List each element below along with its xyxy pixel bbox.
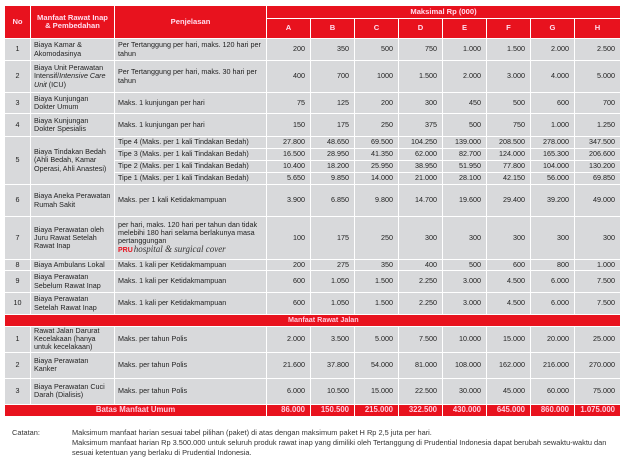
plan-value-e: 19.600 bbox=[443, 185, 487, 217]
row-number: 4 bbox=[5, 114, 31, 137]
benefit-description bbox=[115, 378, 267, 404]
note-line: Maksimum manfaat harian sesuai tabel pilihan (paket) di atas dengan maksimum paket H Rp 2,5 juta per hari. bbox=[72, 428, 432, 437]
total-value-c: 215.000 bbox=[355, 404, 399, 416]
plan-value-h: 347.500 bbox=[575, 137, 621, 149]
header-plan-f: F bbox=[487, 19, 531, 39]
plan-value-g: 1.000 bbox=[531, 114, 575, 137]
plan-value-a: 100 bbox=[267, 217, 311, 260]
header-description: Penjelasan bbox=[115, 6, 267, 39]
plan-value-c: 5.000 bbox=[355, 327, 399, 353]
benefit-name: Biaya Perawatan oleh Juru Rawat Setelah Rawat Inap bbox=[31, 217, 115, 260]
plan-value-h: 1.000 bbox=[575, 260, 621, 271]
plan-value-d: 14.700 bbox=[399, 185, 443, 217]
benefit-description bbox=[115, 271, 267, 293]
description-text: Maks. 1 kali per Ketidakmampuan bbox=[118, 259, 227, 269]
plan-value-b: 28.950 bbox=[311, 149, 355, 161]
plan-value-h: 5.000 bbox=[575, 61, 621, 93]
table-row bbox=[5, 293, 621, 315]
total-value-b: 150.500 bbox=[311, 404, 355, 416]
benefit-description bbox=[115, 260, 267, 271]
plan-value-b: 1.050 bbox=[311, 271, 355, 293]
plan-value-g: 216.000 bbox=[531, 352, 575, 378]
table-row bbox=[5, 271, 621, 293]
plan-value-h: 700 bbox=[575, 93, 621, 114]
plan-value-e: 500 bbox=[443, 260, 487, 271]
benefit-name: Rawat Jalan Darurat Kecelakaan (hanya untuk kecelakaan) bbox=[31, 327, 115, 353]
plan-value-f: 3.000 bbox=[487, 61, 531, 93]
benefit-description bbox=[115, 185, 267, 217]
benefit-description bbox=[115, 114, 267, 137]
plan-value-f: 750 bbox=[487, 114, 531, 137]
total-label: Batas Manfaat Umum bbox=[5, 404, 267, 416]
description-text: Maks. 1 kunjungan per hari bbox=[118, 119, 205, 129]
benefit-name: Biaya Ambulans Lokal bbox=[31, 260, 115, 271]
plan-value-b: 18.200 bbox=[311, 161, 355, 173]
plan-value-a: 75 bbox=[267, 93, 311, 114]
plan-value-f: 45.000 bbox=[487, 378, 531, 404]
plan-value-b: 10.500 bbox=[311, 378, 355, 404]
plan-value-d: 300 bbox=[399, 217, 443, 260]
plan-value-c: 350 bbox=[355, 260, 399, 271]
benefit-description bbox=[115, 327, 267, 353]
plan-value-f: 500 bbox=[487, 93, 531, 114]
plan-value-h: 7.500 bbox=[575, 293, 621, 315]
table-header bbox=[5, 6, 621, 39]
benefit-description bbox=[115, 217, 267, 260]
plan-value-h: 75.000 bbox=[575, 378, 621, 404]
plan-value-e: 2.000 bbox=[443, 61, 487, 93]
plan-value-b: 175 bbox=[311, 217, 355, 260]
plan-value-b: 275 bbox=[311, 260, 355, 271]
header-plan-g: G bbox=[531, 19, 575, 39]
plan-value-a: 27.800 bbox=[267, 137, 311, 149]
total-value-e: 430.000 bbox=[443, 404, 487, 416]
plan-value-c: 200 bbox=[355, 93, 399, 114]
plan-value-c: 250 bbox=[355, 114, 399, 137]
plan-value-c: 1000 bbox=[355, 61, 399, 93]
header-plan-a: A bbox=[267, 19, 311, 39]
table-row bbox=[5, 327, 621, 353]
plan-value-g: 300 bbox=[531, 217, 575, 260]
table-row bbox=[5, 378, 621, 404]
header-plan-e: E bbox=[443, 19, 487, 39]
total-value-a: 86.000 bbox=[267, 404, 311, 416]
plan-value-d: 22.500 bbox=[399, 378, 443, 404]
total-value-f: 645.000 bbox=[487, 404, 531, 416]
plan-value-f: 124.000 bbox=[487, 149, 531, 161]
description-text: Maks. 1 kali per Ketidakmampuan bbox=[118, 276, 227, 286]
row-number: 6 bbox=[5, 185, 31, 217]
plan-value-g: 60.000 bbox=[531, 378, 575, 404]
header-plan-d: D bbox=[399, 19, 443, 39]
benefit-name: Biaya Kunjungan Dokter Umum bbox=[31, 93, 115, 114]
header-plan-b: B bbox=[311, 19, 355, 39]
benefit-table bbox=[4, 5, 621, 417]
table-row bbox=[5, 185, 621, 217]
description-text: Maks. per tahun Polis bbox=[118, 334, 188, 344]
plan-value-h: 2.500 bbox=[575, 39, 621, 61]
plan-value-e: 10.000 bbox=[443, 327, 487, 353]
plan-value-g: 104.000 bbox=[531, 161, 575, 173]
description-text: Tipe 1 (Maks. per 1 kali Tindakan Bedah) bbox=[118, 173, 249, 183]
benefit-description bbox=[115, 161, 267, 173]
description-text: per hari, maks. 120 hari per tahun dan tidak melebihi 180 hari selama berlakunya masa pertanggungan bbox=[118, 219, 258, 246]
plan-value-d: 1.500 bbox=[399, 61, 443, 93]
table-row bbox=[5, 217, 621, 260]
plan-value-e: 3.000 bbox=[443, 271, 487, 293]
plan-value-g: 56.000 bbox=[531, 173, 575, 185]
plan-value-c: 14.000 bbox=[355, 173, 399, 185]
table-row bbox=[5, 260, 621, 271]
plan-value-c: 41.350 bbox=[355, 149, 399, 161]
header-plan-h: H bbox=[575, 19, 621, 39]
row-number: 2 bbox=[5, 61, 31, 93]
plan-value-g: 4.000 bbox=[531, 61, 575, 93]
row-number: 10 bbox=[5, 293, 31, 315]
plan-value-a: 150 bbox=[267, 114, 311, 137]
plan-value-e: 450 bbox=[443, 93, 487, 114]
plan-value-e: 51.950 bbox=[443, 161, 487, 173]
plan-value-d: 38.950 bbox=[399, 161, 443, 173]
description-text: Per Tertanggung per hari, maks. 120 hari per tahun bbox=[118, 40, 261, 58]
plan-value-b: 1.050 bbox=[311, 293, 355, 315]
plan-value-h: 25.000 bbox=[575, 327, 621, 353]
plan-value-d: 62.000 bbox=[399, 149, 443, 161]
benefit-description bbox=[115, 61, 267, 93]
plan-value-f: 208.500 bbox=[487, 137, 531, 149]
plan-value-g: 278.000 bbox=[531, 137, 575, 149]
plan-value-c: 1.500 bbox=[355, 293, 399, 315]
pru-hospital-logo bbox=[118, 245, 263, 255]
plan-value-d: 81.000 bbox=[399, 352, 443, 378]
benefit-description bbox=[115, 293, 267, 315]
plan-value-a: 600 bbox=[267, 271, 311, 293]
header-benefit: Manfaat Rawat Inap & Pembedahan bbox=[31, 6, 115, 39]
plan-value-c: 500 bbox=[355, 39, 399, 61]
plan-value-e: 139.000 bbox=[443, 137, 487, 149]
benefit-description bbox=[115, 137, 267, 149]
plan-value-e: 300 bbox=[443, 217, 487, 260]
row-number: 1 bbox=[5, 39, 31, 61]
notes bbox=[12, 428, 617, 458]
total-value-h: 1.075.000 bbox=[575, 404, 621, 416]
benefit-name bbox=[31, 61, 115, 93]
plan-value-e: 82.700 bbox=[443, 149, 487, 161]
plan-value-g: 6.000 bbox=[531, 271, 575, 293]
plan-value-h: 7.500 bbox=[575, 271, 621, 293]
row-number: 9 bbox=[5, 271, 31, 293]
table-row bbox=[5, 93, 621, 114]
table-row bbox=[5, 61, 621, 93]
plan-value-f: 4.500 bbox=[487, 271, 531, 293]
benefit-name: Biaya Perawatan Cuci Darah (Dialisis) bbox=[31, 378, 115, 404]
benefit-name: Biaya Perawatan Kanker bbox=[31, 352, 115, 378]
plan-value-a: 600 bbox=[267, 293, 311, 315]
plan-value-g: 20.000 bbox=[531, 327, 575, 353]
plan-value-f: 29.400 bbox=[487, 185, 531, 217]
description-text: Tipe 2 (Maks. per 1 kali Tindakan Bedah) bbox=[118, 161, 249, 171]
plan-value-h: 130.200 bbox=[575, 161, 621, 173]
plan-value-c: 9.800 bbox=[355, 185, 399, 217]
plan-value-e: 3.000 bbox=[443, 293, 487, 315]
plan-value-d: 400 bbox=[399, 260, 443, 271]
plan-value-a: 200 bbox=[267, 260, 311, 271]
header-plan-c: C bbox=[355, 19, 399, 39]
plan-value-g: 600 bbox=[531, 93, 575, 114]
table-row bbox=[5, 352, 621, 378]
plan-value-f: 162.000 bbox=[487, 352, 531, 378]
plan-value-h: 300 bbox=[575, 217, 621, 260]
description-text: Tipe 3 (Maks. per 1 kali Tindakan Bedah) bbox=[118, 149, 249, 159]
plan-value-f: 300 bbox=[487, 217, 531, 260]
plan-value-e: 1.000 bbox=[443, 39, 487, 61]
row-number: 2 bbox=[5, 352, 31, 378]
plan-value-e: 30.000 bbox=[443, 378, 487, 404]
section-title: Manfaat Rawat Jalan bbox=[5, 315, 621, 327]
plan-value-a: 16.500 bbox=[267, 149, 311, 161]
table-row bbox=[5, 39, 621, 61]
plan-value-f: 600 bbox=[487, 260, 531, 271]
row-number: 5 bbox=[5, 137, 31, 185]
logo-prefix: PRU bbox=[118, 247, 133, 255]
plan-value-h: 270.000 bbox=[575, 352, 621, 378]
benefit-name: Biaya Tindakan Bedah (Ahli Bedah, Kamar Operasi, Ahli Anastesi) bbox=[31, 137, 115, 185]
plan-value-h: 69.850 bbox=[575, 173, 621, 185]
plan-value-g: 800 bbox=[531, 260, 575, 271]
total-row bbox=[5, 404, 621, 416]
benefit-name-part: Biaya Unit Perawatan Intensif/ bbox=[34, 63, 104, 81]
plan-value-d: 750 bbox=[399, 39, 443, 61]
description-text: Maks. per tahun Polis bbox=[118, 360, 188, 369]
plan-value-d: 104.250 bbox=[399, 137, 443, 149]
row-number: 8 bbox=[5, 260, 31, 271]
table-row bbox=[5, 137, 621, 149]
benefit-description bbox=[115, 149, 267, 161]
benefit-name-part: (ICU) bbox=[46, 79, 66, 89]
plan-value-f: 42.150 bbox=[487, 173, 531, 185]
description-text: Maks. 1 kali per Ketidakmampuan bbox=[118, 298, 227, 308]
plan-value-b: 37.800 bbox=[311, 352, 355, 378]
plan-value-b: 350 bbox=[311, 39, 355, 61]
plan-value-f: 15.000 bbox=[487, 327, 531, 353]
plan-value-h: 206.600 bbox=[575, 149, 621, 161]
plan-value-d: 21.000 bbox=[399, 173, 443, 185]
plan-value-a: 400 bbox=[267, 61, 311, 93]
header-max: Maksimal Rp (000) bbox=[267, 6, 621, 19]
plan-value-d: 2.250 bbox=[399, 293, 443, 315]
table-row bbox=[5, 114, 621, 137]
plan-value-c: 15.000 bbox=[355, 378, 399, 404]
plan-value-a: 21.600 bbox=[267, 352, 311, 378]
benefit-description bbox=[115, 352, 267, 378]
description-text: Tipe 4 (Maks. per 1 kali Tindakan Bedah) bbox=[118, 137, 249, 147]
benefit-name-part: Intensive Care Unit bbox=[34, 71, 106, 89]
description-text: Per Tertanggung per hari, maks. 30 hari per tahun bbox=[118, 67, 257, 85]
plan-value-d: 375 bbox=[399, 114, 443, 137]
plan-value-b: 175 bbox=[311, 114, 355, 137]
plan-value-b: 700 bbox=[311, 61, 355, 93]
plan-value-c: 69.500 bbox=[355, 137, 399, 149]
plan-value-a: 6.000 bbox=[267, 378, 311, 404]
plan-value-a: 2.000 bbox=[267, 327, 311, 353]
benefit-name: Biaya Perawatan Sebelum Rawat Inap bbox=[31, 271, 115, 293]
plan-value-g: 6.000 bbox=[531, 293, 575, 315]
plan-value-f: 77.800 bbox=[487, 161, 531, 173]
plan-value-d: 7.500 bbox=[399, 327, 443, 353]
plan-value-d: 300 bbox=[399, 93, 443, 114]
plan-value-g: 165.300 bbox=[531, 149, 575, 161]
plan-value-b: 6.850 bbox=[311, 185, 355, 217]
plan-value-f: 4.500 bbox=[487, 293, 531, 315]
plan-value-f: 1.500 bbox=[487, 39, 531, 61]
plan-value-c: 1.500 bbox=[355, 271, 399, 293]
plan-value-b: 9.850 bbox=[311, 173, 355, 185]
row-number: 3 bbox=[5, 378, 31, 404]
plan-value-c: 25.950 bbox=[355, 161, 399, 173]
row-number: 1 bbox=[5, 327, 31, 353]
plan-value-e: 500 bbox=[443, 114, 487, 137]
benefit-name: Biaya Kamar & Akomodasinya bbox=[31, 39, 115, 61]
plan-value-a: 200 bbox=[267, 39, 311, 61]
plan-value-b: 48.650 bbox=[311, 137, 355, 149]
plan-value-b: 3.500 bbox=[311, 327, 355, 353]
benefit-name: Biaya Aneka Perawatan Rumah Sakit bbox=[31, 185, 115, 217]
plan-value-a: 10.400 bbox=[267, 161, 311, 173]
plan-value-d: 2.250 bbox=[399, 271, 443, 293]
benefit-description bbox=[115, 39, 267, 61]
row-number: 7 bbox=[5, 217, 31, 260]
plan-value-h: 49.000 bbox=[575, 185, 621, 217]
header-no: No bbox=[5, 6, 31, 39]
total-value-d: 322.500 bbox=[399, 404, 443, 416]
description-text: Maks. 1 kunjungan per hari bbox=[118, 97, 205, 107]
plan-value-h: 1.250 bbox=[575, 114, 621, 137]
logo-text: hospital & surgical cover bbox=[133, 244, 226, 255]
plan-value-c: 250 bbox=[355, 217, 399, 260]
benefit-description bbox=[115, 173, 267, 185]
benefit-name: Biaya Perawatan Setelah Rawat Inap bbox=[31, 293, 115, 315]
plan-value-e: 108.000 bbox=[443, 352, 487, 378]
row-number: 3 bbox=[5, 93, 31, 114]
plan-value-b: 125 bbox=[311, 93, 355, 114]
plan-value-a: 3.900 bbox=[267, 185, 311, 217]
description-text: Maks. per 1 kali Ketidakmampuan bbox=[118, 195, 227, 205]
plan-value-a: 5.650 bbox=[267, 173, 311, 185]
total-value-g: 860.000 bbox=[531, 404, 575, 416]
description-text: Maks. per tahun Polis bbox=[118, 386, 188, 395]
benefit-description bbox=[115, 93, 267, 114]
benefit-name: Biaya Kunjungan Dokter Spesialis bbox=[31, 114, 115, 137]
note-line: Maksimum manfaat harian Rp 3.500.000 untuk seluruh produk rawat inap yang dimiliki oleh Tertanggung di Prudential Indonesia dapat berubah sewaktu-waktu dan sesuai ketentuan yang berlaku di Prudential Indonesia. bbox=[72, 438, 607, 457]
plan-value-c: 54.000 bbox=[355, 352, 399, 378]
section-header-outpatient bbox=[5, 315, 621, 327]
plan-value-e: 28.100 bbox=[443, 173, 487, 185]
notes-label: Catatan: bbox=[12, 428, 40, 437]
plan-value-g: 2.000 bbox=[531, 39, 575, 61]
plan-value-g: 39.200 bbox=[531, 185, 575, 217]
